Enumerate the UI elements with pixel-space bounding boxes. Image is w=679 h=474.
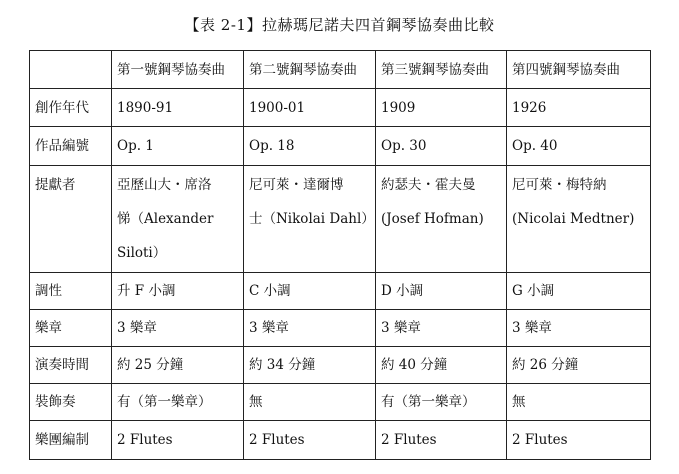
table-cell: Op. 1: [112, 127, 244, 166]
dedicatee-line: 亞歷山大・席洛: [117, 177, 212, 193]
header-cell-concerto-2: 第二號鋼琴協奏曲: [244, 51, 376, 89]
table-row-composition-date: [30, 89, 651, 127]
row-label: 裝飾奏: [30, 384, 112, 421]
table-cell: 有（第一樂章）: [112, 384, 244, 421]
table-cell: 無: [507, 384, 651, 421]
table-cell: D 小調: [376, 273, 507, 310]
table-cell: 有（第一樂章）: [376, 384, 507, 421]
table-cell: 無: [244, 384, 376, 421]
row-label: 提獻者: [30, 166, 112, 273]
table-cell: 1909: [376, 89, 507, 127]
table-caption: 【表 2-1】拉赫瑪尼諾夫四首鋼琴協奏曲比較: [184, 16, 495, 34]
table-cell: 1926: [507, 89, 651, 127]
table-row-opus-number: [30, 127, 651, 166]
row-label: 調性: [30, 273, 112, 310]
table-cell: C 小調: [244, 273, 376, 310]
table-cell: 約 40 分鐘: [376, 347, 507, 384]
table-header-row: [30, 51, 651, 89]
table-cell-dedicatee: [507, 166, 651, 273]
table-cell: 3 樂章: [112, 310, 244, 347]
table-cell: 約 26 分鐘: [507, 347, 651, 384]
table-cell: G 小調: [507, 273, 651, 310]
table-cell: 3 樂章: [376, 310, 507, 347]
table-cell: Op. 18: [244, 127, 376, 166]
table-row-key: [30, 273, 651, 310]
table-row-movements: [30, 310, 651, 347]
table-cell: 2 Flutes: [244, 421, 376, 460]
table-cell: 2 Flutes: [376, 421, 507, 460]
dedicatee-line: Siloti）: [117, 245, 167, 261]
header-cell-concerto-4: 第四號鋼琴協奏曲: [507, 51, 651, 89]
header-cell-corner: [30, 51, 112, 89]
dedicatee-line: (Josef Hofman): [381, 211, 484, 227]
dedicatee-line: 尼可萊・達爾博: [249, 177, 344, 193]
concerto-comparison-table: [29, 50, 651, 460]
table-cell-dedicatee: [376, 166, 507, 273]
table-cell: 約 34 分鐘: [244, 347, 376, 384]
table-cell-dedicatee: [244, 166, 376, 273]
table-row-cadenza: [30, 384, 651, 421]
table-row-duration: [30, 347, 651, 384]
dedicatee-line: (Nicolai Medtner): [512, 211, 635, 227]
dedicatee-line: 士（Nikolai Dahl）: [249, 211, 375, 227]
header-cell-concerto-1: 第一號鋼琴協奏曲: [112, 51, 244, 89]
table-cell: 1890-91: [112, 89, 244, 127]
table-cell: 3 樂章: [244, 310, 376, 347]
row-label: 樂章: [30, 310, 112, 347]
dedicatee-line: 悌（Alexander: [117, 211, 214, 227]
table-cell: 2 Flutes: [112, 421, 244, 460]
table-cell: 升 F 小調: [112, 273, 244, 310]
table-cell: 2 Flutes: [507, 421, 651, 460]
row-label: 樂團編制: [30, 421, 112, 460]
dedicatee-line: 尼可萊・梅特納: [512, 177, 607, 193]
header-cell-concerto-3: 第三號鋼琴協奏曲: [376, 51, 507, 89]
table-row-orchestration: [30, 421, 651, 460]
dedicatee-line: 約瑟夫・霍夫曼: [381, 177, 476, 193]
row-label: 創作年代: [30, 89, 112, 127]
row-label: 演奏時間: [30, 347, 112, 384]
table-cell: 3 樂章: [507, 310, 651, 347]
table-cell: Op. 30: [376, 127, 507, 166]
table-cell-dedicatee: [112, 166, 244, 273]
table-cell: 約 25 分鐘: [112, 347, 244, 384]
row-label: 作品編號: [30, 127, 112, 166]
table-cell: Op. 40: [507, 127, 651, 166]
table-row-dedicatee: [30, 166, 651, 273]
table-cell: 1900-01: [244, 89, 376, 127]
